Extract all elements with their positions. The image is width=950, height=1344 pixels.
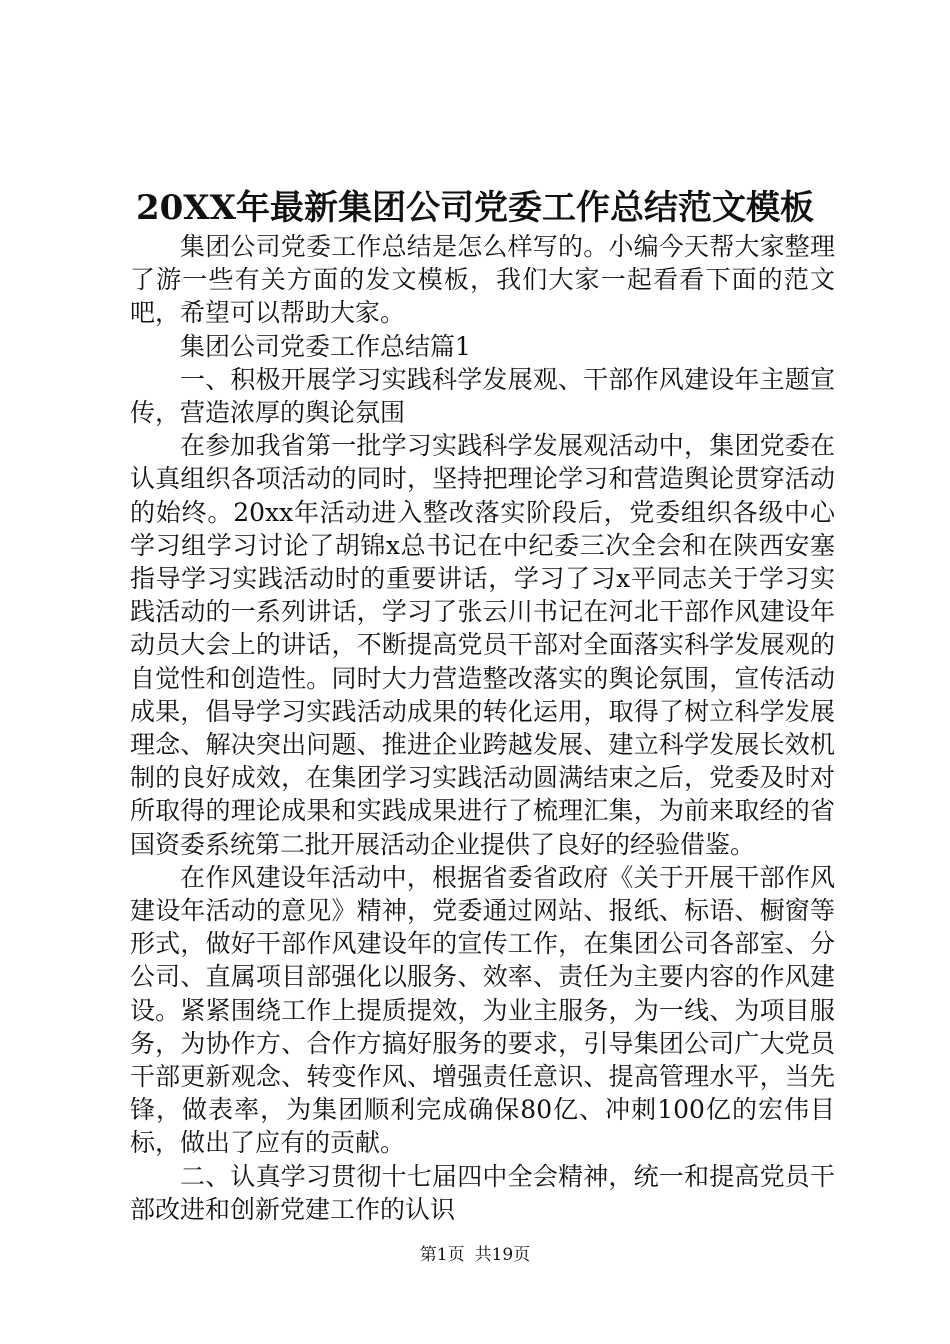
subheading-two: 二、认真学习贯彻十七届四中全会精神，统一和提高党员干部改进和创新党建工作的认识 <box>130 1161 835 1224</box>
section-heading: 集团公司党委工作总结篇1 <box>180 331 471 361</box>
body-paragraph: 在作风建设年活动中，根据省委省政府《关于开展干部作风建设年活动的意见》精神，党委通过网站、报纸、标语、橱窗等形式，做好干部作风建设年的宣传工作，在集团公司各部室、分公司、直属项目部强化以服务、效率、责任为主要内容的作风建设。紧紧围绕工作上提质提效，为业主服务，为一线、为项目服务，为协作方、合作方搞好服务的要求，引导集团公司广大党员干部更新观念、转变作风、增强责任意识、提高管理水平，当先锋，做表率，为集团顺利完成确保80亿、冲刺100亿的宏伟目标，做出了应有的贡献。 <box>130 862 835 1158</box>
body-paragraph: 在参加我省第一批学习实践科学发展观活动中，集团党委在认真组织各项活动的同时，坚持把理论学习和营造舆论贯穿活动的始终。20xx年活动进入整改落实阶段后，党委组织各级中心学习组学习讨论了胡锦x总书记在中纪委三次全会和在陕西安塞指导学习实践活动时的重要讲话，学习了习x平同志关于学习实践活动的一系列讲话，学习了张云川书记在河北干部作风建设年动员大会上的讲话，不断提高党员干部对全面落实科学发展观的自觉性和创造性。同时大力营造整改落实的舆论氛围，宣传活动成果，倡导学习实践活动成果的转化运用，取得了树立科学发展理念、解决突出问题、推进企业跨越发展、建立科学发展长效机制的良好成效，在集团学习实践活动圆满结束之后，党委及时对所取得的理论成果和实践成果进行了梳理汇集，为前来取经的省国资委系统第二批开展活动企业提供了良好的经验借鉴。 <box>130 431 835 859</box>
intro-paragraph: 集团公司党委工作总结是怎么样写的。小编今天帮大家整理了游一些有关方面的发文模板，我们大家一起看看下面的范文吧，希望可以帮助大家。 <box>130 232 835 328</box>
page-total: 共19页 <box>474 1245 531 1265</box>
document-title: 20XX年最新集团公司党委工作总结范文模板 <box>135 188 815 228</box>
subheading-one: 一、积极开展学习实践科学发展观、干部作风建设年主题宣传，营造浓厚的舆论氛围 <box>130 364 835 428</box>
page-number: 第1页 <box>419 1245 465 1265</box>
page-footer <box>0 1243 950 1267</box>
document-body <box>130 230 835 1226</box>
